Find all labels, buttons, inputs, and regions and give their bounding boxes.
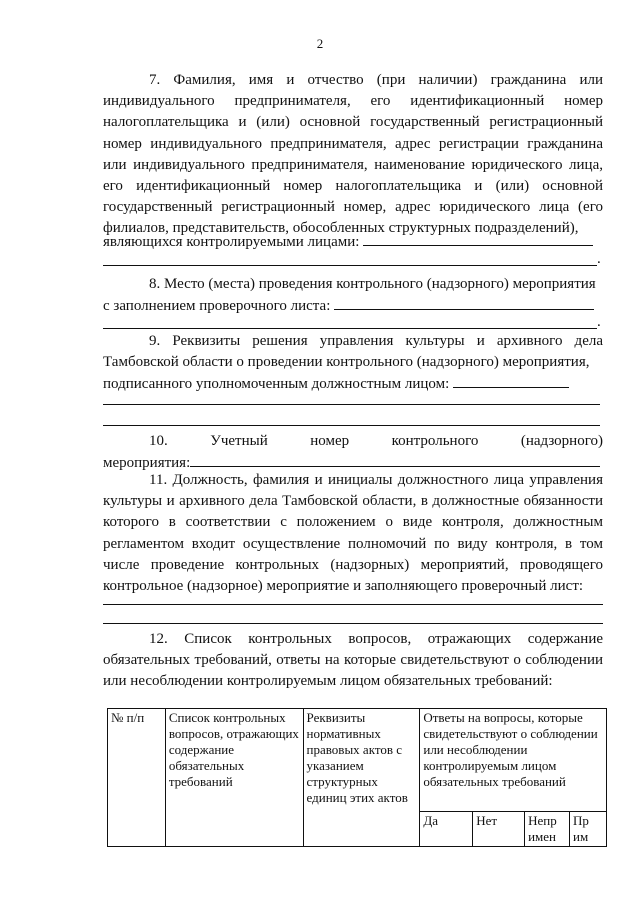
checklist-table — [107, 708, 607, 847]
header-answers: Ответы на вопросы, которые свидетельствуют о соблюдении или несоблюдении контролируемым лицом обязательных требований — [420, 709, 607, 812]
item-7-text: 7. Фамилия, имя и отчество (при наличии) гражданина или индивидуального предпринимателя, его идентификационный номер налогоплательщика и (или) основной государственный регистрационный номер индивидуального предпринимателя, адрес регистрации гражданина или индивидуального предпринимателя, наименование юридического лица, его идентификационный номер налогоплательщика и (или) основной государственный регистрационный номер, адрес юридического лица (его филиалов, представительств, обособленных структурных подразделений), — [103, 72, 603, 237]
item-8-label: с заполнением проверочного листа: — [103, 298, 331, 314]
item-10-word-5: (надзорного) — [520, 433, 603, 449]
item-8-blank-line[interactable] — [103, 328, 597, 329]
item-10-line1 — [103, 431, 603, 452]
header-number: № п/п — [108, 709, 166, 847]
item-9-blank-line-2[interactable] — [103, 425, 600, 426]
item-9-last-line — [103, 373, 603, 395]
header-requisites: Реквизиты нормативных правовых актов с указанием структурных единиц этих актов — [303, 709, 420, 847]
item-7-last-line — [103, 231, 603, 253]
item-10-fill-line[interactable] — [190, 452, 600, 467]
item-8-period: . — [597, 314, 601, 330]
item-9-fill-line[interactable] — [453, 373, 569, 388]
header-answer-no: Нет — [473, 812, 525, 847]
item-8-line1: 8. Место (места) проведения контрольного (надзорного) мероприятия — [149, 276, 596, 292]
item-7-period: . — [597, 251, 601, 267]
item-12-text: 12. Список контрольных вопросов, отражающих содержание обязательных требований, ответы на которые свидетельствуют о соблюдении или несоблюдении контролируемым лицом обязательных требований: — [103, 631, 603, 690]
item-10-word-4: контрольного — [391, 433, 479, 449]
item-9-text: 9. Реквизиты решения управления культуры и архивного дела Тамбовской области о проведении контрольного (надзорного) мероприятия, — [103, 333, 603, 371]
item-10-word-3: номер — [310, 433, 350, 449]
item-7-label: являющихся контролируемыми лицами: — [103, 234, 360, 250]
header-answer-yes: Да — [420, 812, 473, 847]
item-10-label: мероприятия: — [103, 455, 191, 471]
header-answer-note: Пр им — [570, 812, 607, 847]
item-10-word-1: 10. — [149, 433, 168, 449]
item-11-text: 11. Должность, фамилия и инициалы должностного лица управления культуры и архивного дела Тамбовской области, в должностные обязанности которого в соответствии с положением о виде контроля, должностным регламентом входит осуществление полномочий по виду контроля, в том числе проведение контрольных (надзорных) мероприятий, проводящего контрольное (надзорное) мероприятие и заполняющего проверочный лист: — [103, 472, 603, 595]
item-8-fill-line[interactable] — [334, 295, 594, 310]
page-number: 2 — [316, 36, 324, 51]
item-7-fill-line[interactable] — [363, 231, 593, 246]
item-9-blank-line-1[interactable] — [103, 404, 600, 405]
header-answer-not-applicable: Непр имен — [525, 812, 570, 847]
item-11-blank-line-1[interactable] — [103, 604, 603, 605]
header-questions: Список контрольных вопросов, отражающих содержание обязательных требований — [165, 709, 303, 847]
item-9-label: подписанного уполномоченным должностным лицом: — [103, 376, 450, 392]
item-7-blank-line[interactable] — [103, 265, 597, 266]
item-10-word-2: Учетный — [210, 433, 268, 449]
item-8-line2 — [103, 295, 603, 317]
item-11-blank-line-2[interactable] — [103, 623, 603, 624]
